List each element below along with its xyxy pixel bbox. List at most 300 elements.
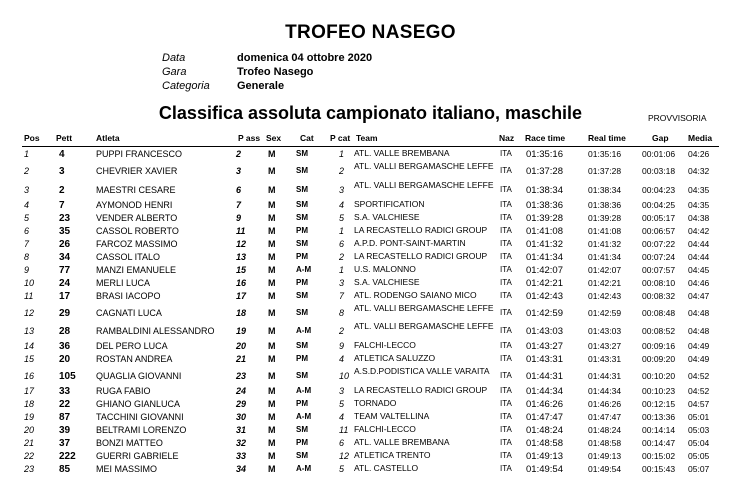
cell-category: PM [296,398,308,408]
cell-overall-place: 11 [236,225,246,236]
cell-real-time: 01:42:07 [588,264,622,275]
cell-category-place: 6 [339,437,345,448]
cell-gap: 00:09:20 [642,354,676,365]
cell-category-place: 1 [339,264,345,275]
cell-athlete: TACCHINI GIOVANNI [96,411,184,422]
cell-nationality: ITA [500,385,512,395]
cell-position: 18 [24,398,35,409]
cell-overall-place: 9 [236,212,242,223]
cell-position: 7 [24,238,30,249]
cell-sex: M [268,307,276,318]
header-pos: Pos [24,133,40,143]
cell-category-place: 8 [339,307,345,318]
cell-nationality: ITA [500,166,512,175]
cell-category-place: 5 [339,398,345,409]
cell-gap: 00:04:23 [642,184,676,195]
table-row [0,290,741,303]
header-sex: Sex [266,133,282,143]
cell-nationality: ITA [500,212,512,222]
cell-position: 15 [24,354,35,365]
cell-bib: 17 [59,290,71,302]
cell-bib: 34 [59,251,71,263]
cell-race-time: 01:39:28 [526,212,563,224]
cell-sex: M [268,225,276,236]
header-naz: Naz [499,133,515,143]
cell-position: 20 [24,424,35,435]
cell-team: ATL. VALLE BREMBANA [354,148,450,158]
cell-gap: 00:01:06 [642,149,676,159]
header-atleta: Atleta [96,133,120,143]
cell-overall-place: 12 [236,238,247,249]
cell-pace: 05:05 [688,450,710,461]
cell-gap: 00:15:02 [642,450,676,461]
cell-category: SM [296,450,308,460]
cell-overall-place: 17 [236,290,247,301]
cell-pace: 04:38 [688,212,710,223]
cell-pace: 04:46 [688,277,710,288]
cell-race-time: 01:43:03 [526,326,563,338]
cell-gap: 00:08:52 [642,326,676,337]
cell-team: ATL. CASTELLO [354,462,419,473]
cell-team: S.A. VALCHIESE [354,211,420,222]
cell-race-time: 01:46:26 [526,398,563,410]
table-row [0,148,741,161]
status-label: PROVVISORIA [648,113,707,123]
cell-overall-place: 30 [236,411,247,422]
cell-team: ATL. VALLE BREMBANA [354,436,450,447]
cell-bib: 3 [59,166,65,177]
cell-gap: 00:09:16 [642,341,676,352]
cell-real-time: 01:42:59 [588,307,622,318]
cell-pace: 04:48 [688,326,710,337]
cell-category-place: 6 [339,238,345,249]
cell-bib: 105 [59,371,76,383]
cell-overall-place: 3 [236,166,242,176]
cell-gap: 00:07:22 [642,238,676,249]
cell-bib: 24 [59,277,71,289]
table-row [0,238,741,251]
cell-athlete: CHEVRIER XAVIER [96,166,178,176]
cell-race-time: 01:42:07 [526,264,563,276]
cell-race-time: 01:43:27 [526,341,563,353]
cell-sex: M [268,212,276,223]
cell-athlete: GUERRI GABRIELE [96,450,179,461]
cell-athlete: AYMONOD HENRI [96,199,173,210]
table-row [0,437,741,450]
cell-nationality: ITA [500,199,512,209]
cell-position: 19 [24,411,35,422]
cell-pace: 05:04 [688,437,710,448]
cell-category: SM [296,371,308,381]
cell-position: 2 [24,166,30,176]
cell-category-place: 7 [339,290,345,301]
cell-bib: 39 [59,424,71,436]
race-info-date [162,51,372,65]
table-row [0,199,741,212]
table-row [0,212,741,225]
cell-race-time: 01:48:24 [526,424,563,436]
cell-athlete: BONZI MATTEO [96,437,163,448]
cell-bib: 4 [59,149,65,160]
cell-nationality: ITA [500,424,512,434]
cell-team: U.S. MALONNO [354,263,416,274]
table-header [0,133,741,145]
cell-category: A-M [296,326,312,336]
cell-team: ATLETICA TRENTO [354,449,431,460]
race-info-race [162,65,372,79]
cell-category: SM [296,212,308,222]
cell-nationality: ITA [500,149,512,158]
cell-category-place: 2 [339,251,345,262]
race-info-value: Generale [237,80,285,92]
cell-team: A.P.D. PONT-SAINT-MARTIN [354,237,466,248]
cell-nationality: ITA [500,398,512,408]
cell-gap: 00:12:15 [642,398,676,409]
cell-nationality: ITA [500,277,512,287]
table-row [0,353,741,366]
cell-bib: 2 [59,184,65,196]
cell-pace: 04:42 [688,225,710,236]
cell-sex: M [268,166,276,176]
cell-bib: 36 [59,341,71,353]
cell-team: ATL. RODENGO SAIANO MICO [354,289,477,300]
cell-gap: 00:03:18 [642,166,676,176]
cell-team: ATL. VALLI BERGAMASCHE LEFFE [354,321,494,332]
ranking-title: Classifica assoluta campionato italiano, maschile [158,103,583,123]
cell-category: SM [296,199,308,209]
cell-overall-place: 34 [236,463,247,474]
header-pass: P ass [238,133,261,143]
cell-gap: 00:14:14 [642,424,676,435]
cell-sex: M [268,251,276,262]
cell-nationality: ITA [500,184,512,194]
cell-athlete: RAMBALDINI ALESSANDRO [96,326,215,337]
cell-real-time: 01:48:24 [588,424,622,435]
cell-athlete: GHIANO GIANLUCA [96,398,181,409]
cell-sex: M [268,277,276,288]
cell-position: 22 [24,450,35,461]
cell-gap: 00:06:57 [642,225,676,236]
cell-sex: M [268,290,276,301]
cell-pace: 04:26 [688,149,710,159]
cell-race-time: 01:41:32 [526,238,563,250]
cell-category: PM [296,251,308,261]
cell-category-place: 3 [339,184,345,195]
header-team: Team [356,133,378,143]
cell-real-time: 01:46:26 [588,398,622,409]
cell-category-place: 12 [339,450,350,461]
cell-team: SPORTIFICATION [354,198,425,209]
cell-sex: M [268,264,276,275]
cell-race-time: 01:38:36 [526,199,563,211]
cell-pace: 04:52 [688,385,710,396]
table-row [0,321,741,340]
cell-sex: M [268,411,276,422]
cell-category-place: 10 [339,371,350,382]
cell-team: TORNADO [354,397,397,408]
cell-bib: 29 [59,307,71,319]
cell-real-time: 01:38:34 [588,184,622,195]
cell-real-time: 01:44:31 [588,371,622,382]
cell-position: 8 [24,251,30,262]
cell-team: FALCHI-LECCO [354,423,416,434]
cell-position: 14 [24,341,35,352]
cell-bib: 28 [59,326,71,338]
cell-athlete: CASSOL ITALO [96,251,161,262]
cell-athlete: MANZI EMANUELE [96,264,177,275]
cell-overall-place: 7 [236,199,242,210]
cell-category: PM [296,354,308,364]
cell-race-time: 01:41:08 [526,225,563,237]
cell-nationality: ITA [500,225,512,235]
cell-category: A-M [296,264,312,274]
cell-category: SM [296,290,308,300]
cell-sex: M [268,326,276,337]
cell-team: A.S.D.PODISTICA VALLE VARAITA [354,366,490,377]
cell-pace: 04:35 [688,199,710,210]
cell-athlete: CAGNATI LUCA [96,307,162,318]
race-info-label: Gara [162,66,187,78]
cell-gap: 00:08:32 [642,290,676,301]
race-info-label: Data [162,52,186,64]
cell-real-time: 01:41:34 [588,251,622,262]
cell-category-place: 1 [339,149,345,159]
cell-sex: M [268,463,276,474]
cell-bib: 77 [59,264,71,276]
cell-team: ATL. VALLI BERGAMASCHE LEFFE [354,302,494,313]
cell-real-time: 01:37:28 [588,166,622,176]
table-row [0,180,741,199]
table-row [0,251,741,264]
cell-real-time: 01:42:43 [588,290,622,301]
cell-pace: 04:57 [688,398,710,409]
cell-race-time: 01:38:34 [526,184,563,196]
cell-race-time: 01:41:34 [526,251,563,263]
cell-nationality: ITA [500,463,512,473]
cell-overall-place: 16 [236,277,247,288]
cell-pace: 04:32 [688,166,710,176]
cell-team: S.A. VALCHIESE [354,276,420,287]
cell-gap: 00:08:48 [642,307,676,318]
cell-category: PM [296,225,308,235]
cell-sex: M [268,398,276,409]
cell-gap: 00:07:57 [642,264,676,275]
cell-overall-place: 20 [236,341,247,352]
cell-pace: 04:47 [688,290,710,301]
cell-category: A-M [296,411,312,421]
cell-sex: M [268,341,276,352]
cell-category-place: 1 [339,225,345,236]
cell-category-place: 4 [339,411,345,422]
cell-position: 16 [24,371,35,382]
cell-category: SM [296,307,308,317]
cell-athlete: VENDER ALBERTO [96,212,178,223]
cell-pace: 05:03 [688,424,710,435]
cell-overall-place: 29 [236,398,247,409]
cell-category: SM [296,238,308,248]
table-row [0,450,741,463]
cell-pace: 05:01 [688,411,710,422]
cell-category: SM [296,166,308,175]
header-pett: Pett [56,133,73,143]
cell-race-time: 01:42:59 [526,307,563,319]
cell-real-time: 01:47:47 [588,411,622,422]
cell-pace: 04:52 [688,371,710,382]
cell-gap: 00:04:25 [642,199,676,210]
cell-team: FALCHI-LECCO [354,340,416,351]
cell-category: SM [296,424,308,434]
table-row [0,303,741,322]
cell-team: TEAM VALTELLINA [354,410,430,421]
cell-overall-place: 32 [236,437,247,448]
cell-real-time: 01:38:36 [588,199,622,210]
cell-pace: 04:45 [688,264,710,275]
cell-sex: M [268,371,276,382]
race-info-value: Trofeo Nasego [237,66,314,78]
table-row [0,398,741,411]
cell-athlete: PUPPI FRANCESCO [96,149,183,159]
cell-nationality: ITA [500,264,512,274]
cell-bib: 26 [59,238,71,250]
table-row [0,463,741,476]
cell-position: 6 [24,225,30,236]
cell-bib: 85 [59,463,71,475]
cell-bib: 20 [59,354,71,366]
cell-sex: M [268,424,276,435]
cell-nationality: ITA [500,251,512,261]
header-pcat: P cat [330,133,351,143]
cell-category: SM [296,341,308,351]
race-info-category [162,79,372,93]
cell-category-place: 4 [339,199,345,210]
cell-athlete: BRASI IACOPO [96,290,161,301]
cell-gap: 00:05:17 [642,212,676,223]
cell-pace: 05:07 [688,463,710,474]
cell-real-time: 01:49:13 [588,450,622,461]
cell-gap: 00:07:24 [642,251,676,262]
cell-pace: 04:44 [688,238,710,249]
cell-bib: 35 [59,225,71,237]
cell-race-time: 01:42:21 [526,277,563,289]
cell-overall-place: 23 [236,371,247,382]
cell-nationality: ITA [500,371,512,381]
cell-category: SM [296,149,308,158]
race-info [162,51,372,93]
cell-race-time: 01:49:13 [526,450,563,462]
cell-race-time: 01:35:16 [526,149,563,160]
cell-pace: 04:49 [688,341,710,352]
cell-athlete: CASSOL ROBERTO [96,225,179,236]
cell-team: ATL. VALLI BERGAMASCHE LEFFE [354,179,494,190]
cell-athlete: ROSTAN ANDREA [96,354,173,365]
cell-sex: M [268,149,276,159]
cell-overall-place: 13 [236,251,247,262]
cell-overall-place: 21 [236,354,247,365]
cell-team: ATL. VALLI BERGAMASCHE LEFFE [354,161,494,171]
cell-race-time: 01:49:54 [526,463,563,475]
cell-athlete: MAESTRI CESARE [96,184,176,195]
header-race-time: Race time [525,133,566,143]
cell-pace: 04:44 [688,251,710,262]
cell-athlete: BELTRAMI LORENZO [96,424,187,435]
cell-race-time: 01:42:43 [526,290,563,302]
cell-category: A-M [296,463,312,473]
cell-sex: M [268,184,276,195]
cell-gap: 00:14:47 [642,437,676,448]
cell-sex: M [268,385,276,396]
cell-bib: 7 [59,199,65,211]
header-gap: Gap [652,133,669,143]
cell-bib: 22 [59,398,71,410]
results-table [0,148,741,476]
cell-category: PM [296,277,308,287]
cell-position: 1 [24,149,30,159]
table-row [0,277,741,290]
cell-nationality: ITA [500,411,512,421]
table-row [0,225,741,238]
cell-athlete: RUGA FABIO [96,385,151,396]
cell-race-time: 01:43:31 [526,354,563,366]
cell-athlete: QUAGLIA GIOVANNI [96,371,182,382]
cell-real-time: 01:43:31 [588,354,622,365]
cell-race-time: 01:44:34 [526,385,563,397]
cell-category: PM [296,437,308,447]
cell-overall-place: 24 [236,385,247,396]
cell-position: 11 [24,290,34,301]
cell-real-time: 01:43:27 [588,341,622,352]
cell-overall-place: 6 [236,184,242,195]
cell-sex: M [268,354,276,365]
cell-overall-place: 31 [236,424,247,435]
cell-real-time: 01:35:16 [588,149,622,159]
cell-bib: 37 [59,437,71,449]
header-divider [22,146,719,147]
cell-category-place: 5 [339,463,345,474]
cell-real-time: 01:43:03 [588,326,622,337]
cell-sex: M [268,238,276,249]
cell-sex: M [268,437,276,448]
cell-category-place: 3 [339,385,345,396]
cell-gap: 00:13:36 [642,411,676,422]
race-info-label: Categoria [162,80,210,92]
cell-athlete: MERLI LUCA [96,277,151,288]
cell-pace: 04:35 [688,184,710,195]
cell-real-time: 01:42:21 [588,277,622,288]
header-cat: Cat [300,133,314,143]
cell-position: 5 [24,212,30,223]
cell-overall-place: 19 [236,326,247,337]
cell-category: A-M [296,385,312,395]
cell-real-time: 01:41:08 [588,225,622,236]
cell-position: 23 [24,463,35,474]
cell-position: 21 [24,437,35,448]
table-row [0,366,741,385]
cell-team: ATLETICA SALUZZO [354,353,436,364]
cell-gap: 00:10:23 [642,385,676,396]
cell-position: 12 [24,307,35,318]
cell-nationality: ITA [500,238,512,248]
table-row [0,161,741,180]
cell-athlete: MEI MASSIMO [96,463,158,474]
cell-sex: M [268,450,276,461]
cell-overall-place: 33 [236,450,247,461]
cell-real-time: 01:48:58 [588,437,622,448]
document-title: TROFEO NASEGO [285,22,456,43]
cell-team: LA RECASTELLO RADICI GROUP [354,224,488,235]
table-row [0,340,741,353]
cell-position: 9 [24,264,30,275]
cell-category-place: 3 [339,277,345,288]
